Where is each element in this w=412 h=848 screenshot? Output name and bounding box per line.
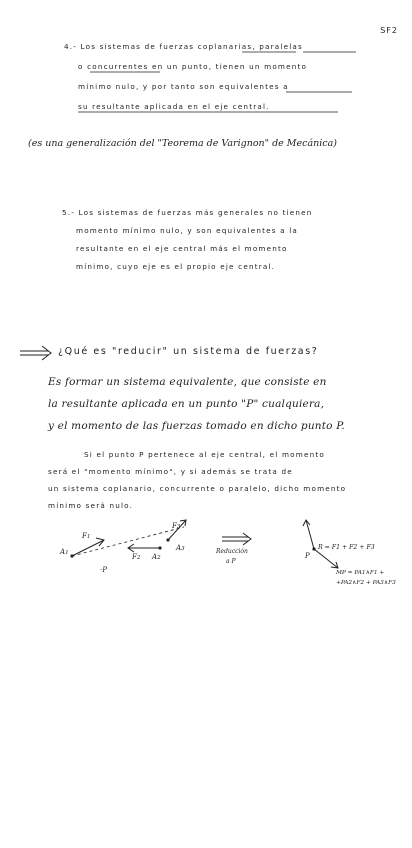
vector-f1 — [72, 540, 104, 556]
varignon-note: (es una generalización del "Teorema de Varignon" de Mecánica) — [28, 138, 337, 149]
item-4-line-3: mínimo nulo, y por tanto son equivalentes a — [78, 82, 289, 91]
label-point-p-right: P — [305, 552, 310, 560]
page-code: SF2 — [380, 26, 398, 35]
label-moment-line-1: MP = PA1∧F1 + — [336, 570, 385, 576]
label-a3: A3 — [176, 544, 185, 552]
label-reduction: Reducción — [216, 548, 248, 555]
label-f2: F2 — [132, 553, 141, 561]
item-5-line-3: resultante en el eje central más el momento — [76, 244, 288, 253]
cases-line-1: Si el punto P pertenece al eje central, el momento — [84, 450, 325, 459]
cases-line-3: un sistema coplanario, concurrente o paralelo, dicho momento — [48, 484, 347, 493]
label-resultant: R = F1 + F2 + F3 — [318, 544, 375, 551]
label-a1: A1 — [60, 548, 69, 556]
question-heading: ¿Qué es "reducir" un sistema de fuerzas? — [58, 346, 319, 357]
label-f1: F1 — [82, 532, 91, 540]
point-a2 — [158, 546, 161, 549]
label-moment-line-2: +PA2∧F2 + PA3∧F3 — [336, 580, 396, 586]
reduction-arrow-head — [243, 533, 251, 545]
label-point-p-left: ·P — [100, 566, 107, 574]
answer-line-1: Es formar un sistema equivalente, que consiste en — [48, 376, 327, 388]
item-5-line-2: momento mínimo nulo, y son equivalentes a la — [76, 226, 299, 235]
item-4-line-1: 4.- Los sistemas de fuerzas coplanarias, paralelas — [64, 42, 303, 51]
cases-line-2: será el "momento mínimo", y si además se trata de — [48, 467, 293, 476]
item-5-line-4: mínimo, cuyo eje es el propio eje central. — [76, 262, 276, 271]
label-a2: A2 — [152, 553, 161, 561]
cases-line-4: mínimo será nulo. — [48, 501, 134, 510]
vector-mp — [314, 549, 338, 568]
item-5-line-1: 5.- Los sistemas de fuerzas más generales no tienen — [62, 208, 313, 217]
item-4-line-2: o concurrentes en un punto, tienen un momento — [78, 62, 308, 71]
point-a3 — [166, 538, 169, 541]
answer-line-3: y el momento de las fuerzas tomado en dicho punto P. — [48, 420, 345, 432]
item-4-line-4: su resultante aplicada en el eje central. — [78, 102, 270, 111]
label-f3: F3 — [172, 522, 181, 530]
answer-line-2: la resultante aplicada en un punto "P" cualquiera, — [48, 398, 325, 410]
label-reduction-sub: a P — [226, 558, 236, 565]
